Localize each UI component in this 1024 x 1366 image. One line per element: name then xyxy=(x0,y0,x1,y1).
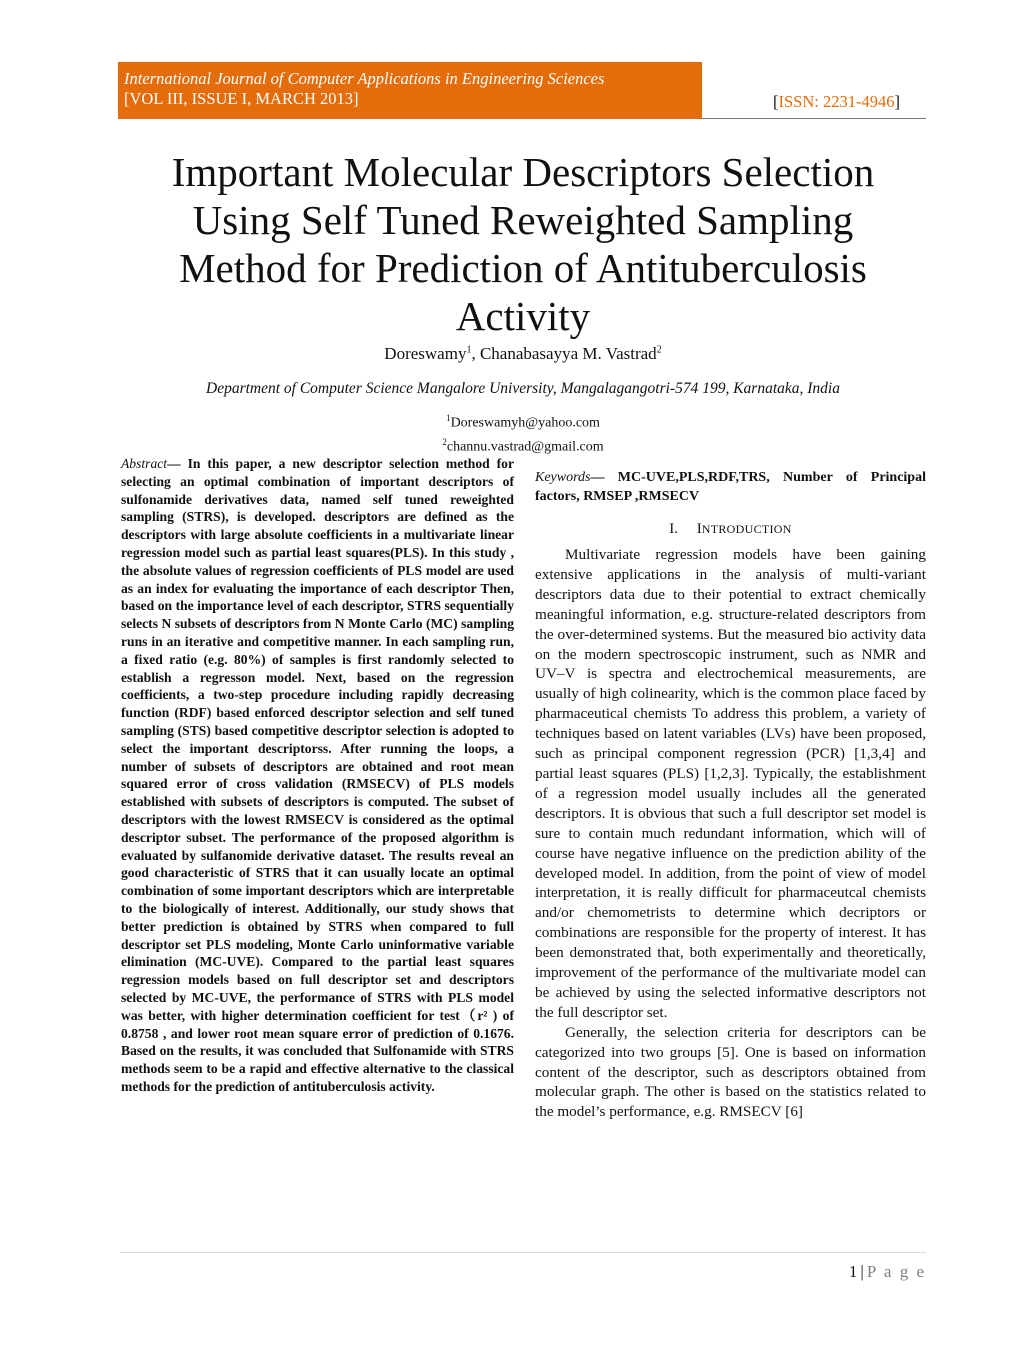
keywords-label: Keywords xyxy=(535,470,591,485)
author-affil-marker: 2 xyxy=(656,344,662,356)
introduction-body xyxy=(535,545,926,1122)
title-line: Using Self Tuned Reweighted Sampling xyxy=(192,197,854,243)
abstract-label: Abstract xyxy=(121,456,168,471)
title-line: Activity xyxy=(455,293,591,339)
email-marker: 2 xyxy=(442,436,447,447)
author-name: , Chanabasayya M. Vastrad xyxy=(471,344,657,363)
keywords-text: — MC-UVE,PLS,RDF,TRS, Number of Principal factors, RMSEP ,RMSECV xyxy=(535,470,926,504)
footer-divider xyxy=(120,1252,926,1253)
journal-name: International Journal of Computer Applications in Engineering Sciences xyxy=(124,69,605,88)
journal-header xyxy=(118,62,702,119)
page-footer xyxy=(830,1262,926,1282)
issn-label: [ISSN: 2231-4946] xyxy=(773,92,900,111)
author-name: Doreswamy xyxy=(384,344,467,363)
issn-value: ISSN: 2231-4946 xyxy=(778,92,895,111)
email-entry xyxy=(120,409,926,433)
abstract-text: — In this paper, a new descriptor selection method for selecting an optimal combination of important descriptors of sulfonamide derivatives data, named self tuned reweighted sampling (STRS), is developed. descriptors are defined as the descriptors with large absolute coefficients in a multivariate linear regression model such as partial least squares(PLS). In this study , the absolute values of regression coefficients of PLS model are used as an index for evaluating the importance of each descriptor Then, based on the importance level of each descriptor, STRS sequentially selects N subsets of descriptors from N Monte Carlo (MC) sampling runs in an iterative and competitive manner. In each sampling run, a fixed ratio (e.g. 80%) of samples is first randomly selected to establish a regresson model. Next, based on the regression coefficients, a two-step procedure including rapidly decreasing function (RDF) based enforced descriptor selection and self tuned sampling (STS) based competitive descriptor selection is adopted to select the important descriptorss. After running the loops, a number of subsets of descriptors are obtained and root mean squared error of cross validation (RMSECV) of PLS models established with subsets of descriptors is computed. The subset of descriptors with the lowest RMSECV is considered as the optimal descriptor subset. The performance of the proposed algorithm is evaluated by sulfanomide derivative dataset. The results reveal an good characteristic of STRS that it can usually locate an optimal combination of some important descriptors which are interpretable to the biologically of interest. Additionally, our study shows that better prediction is obtained by STRS when compared to full descriptor set PLS modeling, Monte Carlo uninformative variable elimination (MC-UVE). Compared to the partial least squares regression models based on full descriptor set and descriptors selected by MC-UVE, the performance of STRS with PLS model was better, with higher determination coefficient for test（r² ) of 0.8758 , and lower root mean square error of prediction of 0.1676. Based on the results, it was concluded that Sulfonamide with STRS methods seem to be a rapid and effective alternative to the classical methods for the prediction of antituberculosis activity. xyxy=(121,456,514,1094)
section-title-rest: NTRODUCTION xyxy=(701,522,792,536)
paragraph: Generally, the selection criteria for descriptors can be categorized into two groups [5]. One is based on information content of the descriptor, such as descriptors obtained from molecular graph. The other is based on the statistics related to the model’s performance, e.g. RMSECV [6] xyxy=(535,1023,926,1121)
section-heading xyxy=(535,521,926,538)
email-entry xyxy=(120,433,926,457)
author-list xyxy=(120,344,926,364)
author-affil-marker: 1 xyxy=(466,344,472,356)
affiliation: Department of Computer Science Mangalore University, Mangalagangotri-574 199, Karnataka, India xyxy=(206,380,840,397)
page-number: 1 xyxy=(848,1262,858,1281)
title-line: Important Molecular Descriptors Selection xyxy=(171,149,875,195)
paragraph: Multivariate regression models have been gaining extensive applications in the analysis of multi-variant descriptors data due to their potential to extract chemically meaningful information, e.g. structure-related descriptors from the over-determined systems. But the measured bio activity data on the modern spectroscopic instrument, such as NMR and UV–V is spectra and electrochemical measurements, are usually of high colinearity, which is the common place faced by pharmaceutical chemists To address this problem, a variety of techniques based on latent variables (LVs) have been proposed, such as principal component regression (PCR) [1,3,4] and partial least squares (PLS) [1,2,3]. Typically, the establishment of a regression model usually includes all the generated descriptors. It is obvious that such a full descriptor set model is sure to contain much redundant information, which will of course have negative influence on the prediction ability of the developed model. In addition, from the point of view of model interpretation, it is really difficult for pharmaceutcal chemists and/or chemometrists to determine which decriptors or combinations are responsible for the property of interest. It has been demonstrated that, both experimentally and theoretically, improvement of the performance of the multivariate model can be achieved by using the selected informative descriptors not the full descriptor set. xyxy=(535,546,926,1021)
abstract xyxy=(121,455,514,1096)
title-line: Method for Prediction of Antituberculosis xyxy=(179,245,867,291)
section-initial: I xyxy=(696,521,702,537)
email-address[interactable]: channu.vastrad@gmail.com xyxy=(446,439,604,455)
paper-title xyxy=(120,148,926,340)
page-separator: | xyxy=(860,1262,864,1281)
email-list xyxy=(120,409,926,456)
email-address[interactable]: Doreswamyh@yahoo.com xyxy=(450,415,600,431)
page-label: P a g e xyxy=(866,1262,926,1281)
section-number: I. xyxy=(669,521,679,537)
header-divider xyxy=(702,118,926,119)
email-marker: 1 xyxy=(446,413,451,423)
volume-issue: [VOL III, ISSUE I, MARCH 2013] xyxy=(124,89,359,108)
keywords xyxy=(535,468,926,506)
